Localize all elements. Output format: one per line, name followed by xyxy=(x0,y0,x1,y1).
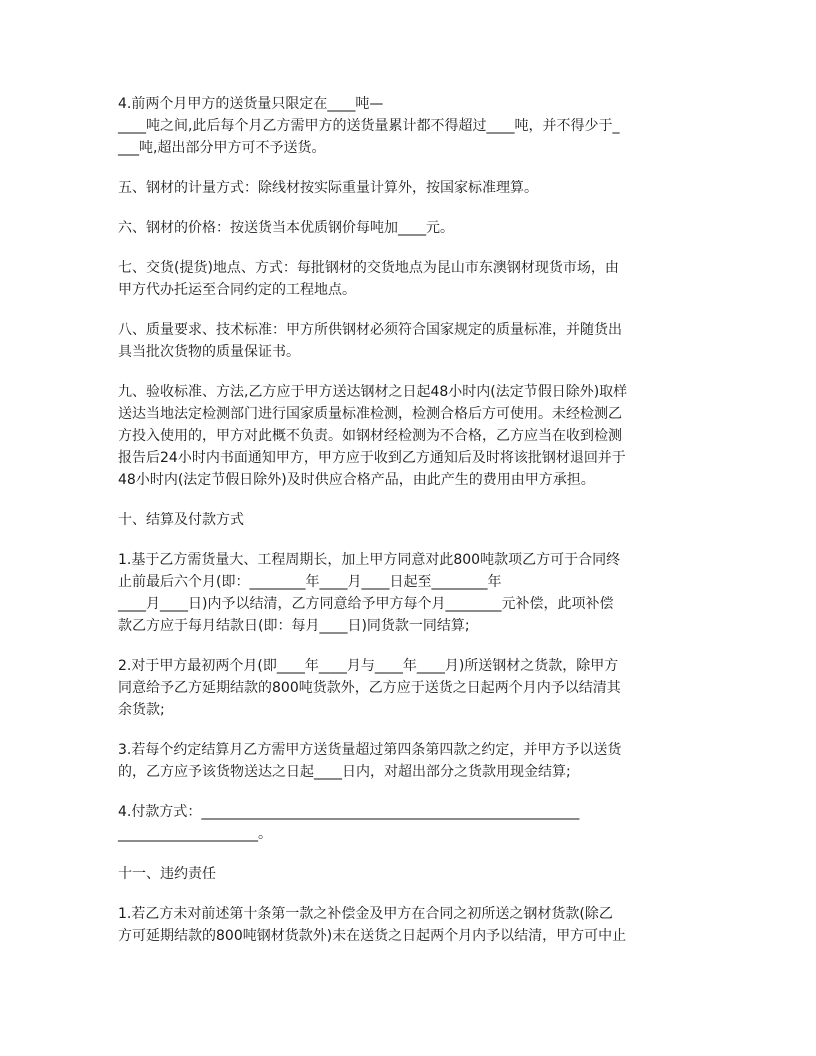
paragraph-gap xyxy=(118,363,698,381)
text-line: 4.前两个月甲方的送货量只限定在____吨— xyxy=(118,96,384,112)
text-line: 1.若乙方未对前述第十条第一款之补偿金及甲方在合同之初所送之钢材货款(除乙 xyxy=(118,906,613,922)
paragraph-gap xyxy=(118,159,698,177)
text-line: 2.对于甲方最初两个月(即____年____月与____年____月)所送钢材之货款，除甲方 xyxy=(118,658,619,674)
paragraph-gap xyxy=(118,845,698,863)
paragraph-gap xyxy=(118,491,698,509)
text-line: 送达当地法定检测部门进行国家质量标准检测，检测合格后方可使用。未经检测乙 xyxy=(118,406,622,422)
text-line: 方可延期结款的800吨钢材货款外)未在送货之日起两个月内予以结清，甲方可中止 xyxy=(118,928,627,944)
text-line: 4.付款方式：______________________________________________________ xyxy=(118,804,580,820)
text-line: 止前最后六个月(即：________年____月____日起至________年 xyxy=(118,574,502,590)
paragraph-gap xyxy=(118,721,698,739)
text-line: 余货款; xyxy=(118,702,165,718)
text-line: 的，乙方应予该货物送达之日起____日内，对超出部分之货款用现金结算; xyxy=(118,764,571,780)
paragraph-gap xyxy=(118,199,698,217)
text-line: 六、钢材的价格：按送货当本优质钢价每吨加____元。 xyxy=(118,220,454,236)
paragraph-gap xyxy=(118,301,698,319)
text-line: 甲方代办托运至合同约定的工程地点。 xyxy=(118,282,356,298)
paragraph-gap xyxy=(118,239,698,257)
paragraph-gap xyxy=(118,885,698,903)
text-line: 五、钢材的计量方式：除线材按实际重量计算外，按国家标准理算。 xyxy=(118,180,538,196)
text-line: 八、质量要求、技术标准：甲方所供钢材必须符合国家规定的质量标准，并随货出 xyxy=(118,322,622,338)
text-line: 1.基于乙方需货量大、工程周期长，加上甲方同意对此800吨款项乙方可于合同终 xyxy=(118,552,621,568)
text-line: ____月____日)内予以结清，乙方同意给予甲方每个月________元补偿，此项补偿 xyxy=(118,596,614,612)
text-line: 同意给予乙方延期结款的800吨货款外，乙方应于送货之日起两个月内予以结清其 xyxy=(118,680,621,696)
paragraph-gap xyxy=(118,783,698,801)
paragraph-gap xyxy=(118,637,698,655)
text-line: 具当批次货物的质量保证书。 xyxy=(118,344,300,360)
paragraph-gap xyxy=(118,531,698,549)
text-line: ____________________。 xyxy=(118,826,272,842)
text-line: ____吨之间,此后每个月乙方需甲方的送货量累计都不得超过____吨，并不得少于_ xyxy=(118,118,620,134)
text-line: 十、结算及付款方式 xyxy=(118,512,244,528)
text-line: 款乙方应于每月结款日(即：每月____日)同货款一同结算; xyxy=(118,618,470,634)
text-line: 十一、违约责任 xyxy=(118,866,216,882)
text-line: 方投入使用的，甲方对此概不负责。如钢材经检测为不合格，乙方应当在收到检测 xyxy=(118,428,622,444)
text-line: 3.若每个约定结算月乙方需甲方送货量超过第四条第四款之约定，并甲方予以送货 xyxy=(118,742,622,758)
text-line: 48小时内(法定节假日除外)及时供应合格产品，由此产生的费用由甲方承担。 xyxy=(118,472,595,488)
text-line: 报告后24小时内书面通知甲方，甲方应于收到乙方通知后及时将该批钢材退回并于 xyxy=(118,450,626,466)
text-line: 七、交货(提货)地点、方式：每批钢材的交货地点为昆山市东澳钢材现货市场，由 xyxy=(118,260,619,276)
text-line: 九、验收标准、方法,乙方应于甲方送达钢材之日起48小时内(法定节假日除外)取样 xyxy=(118,384,628,400)
text-line: ___吨,超出部分甲方可不予送货。 xyxy=(118,140,326,156)
document-page xyxy=(118,93,698,947)
